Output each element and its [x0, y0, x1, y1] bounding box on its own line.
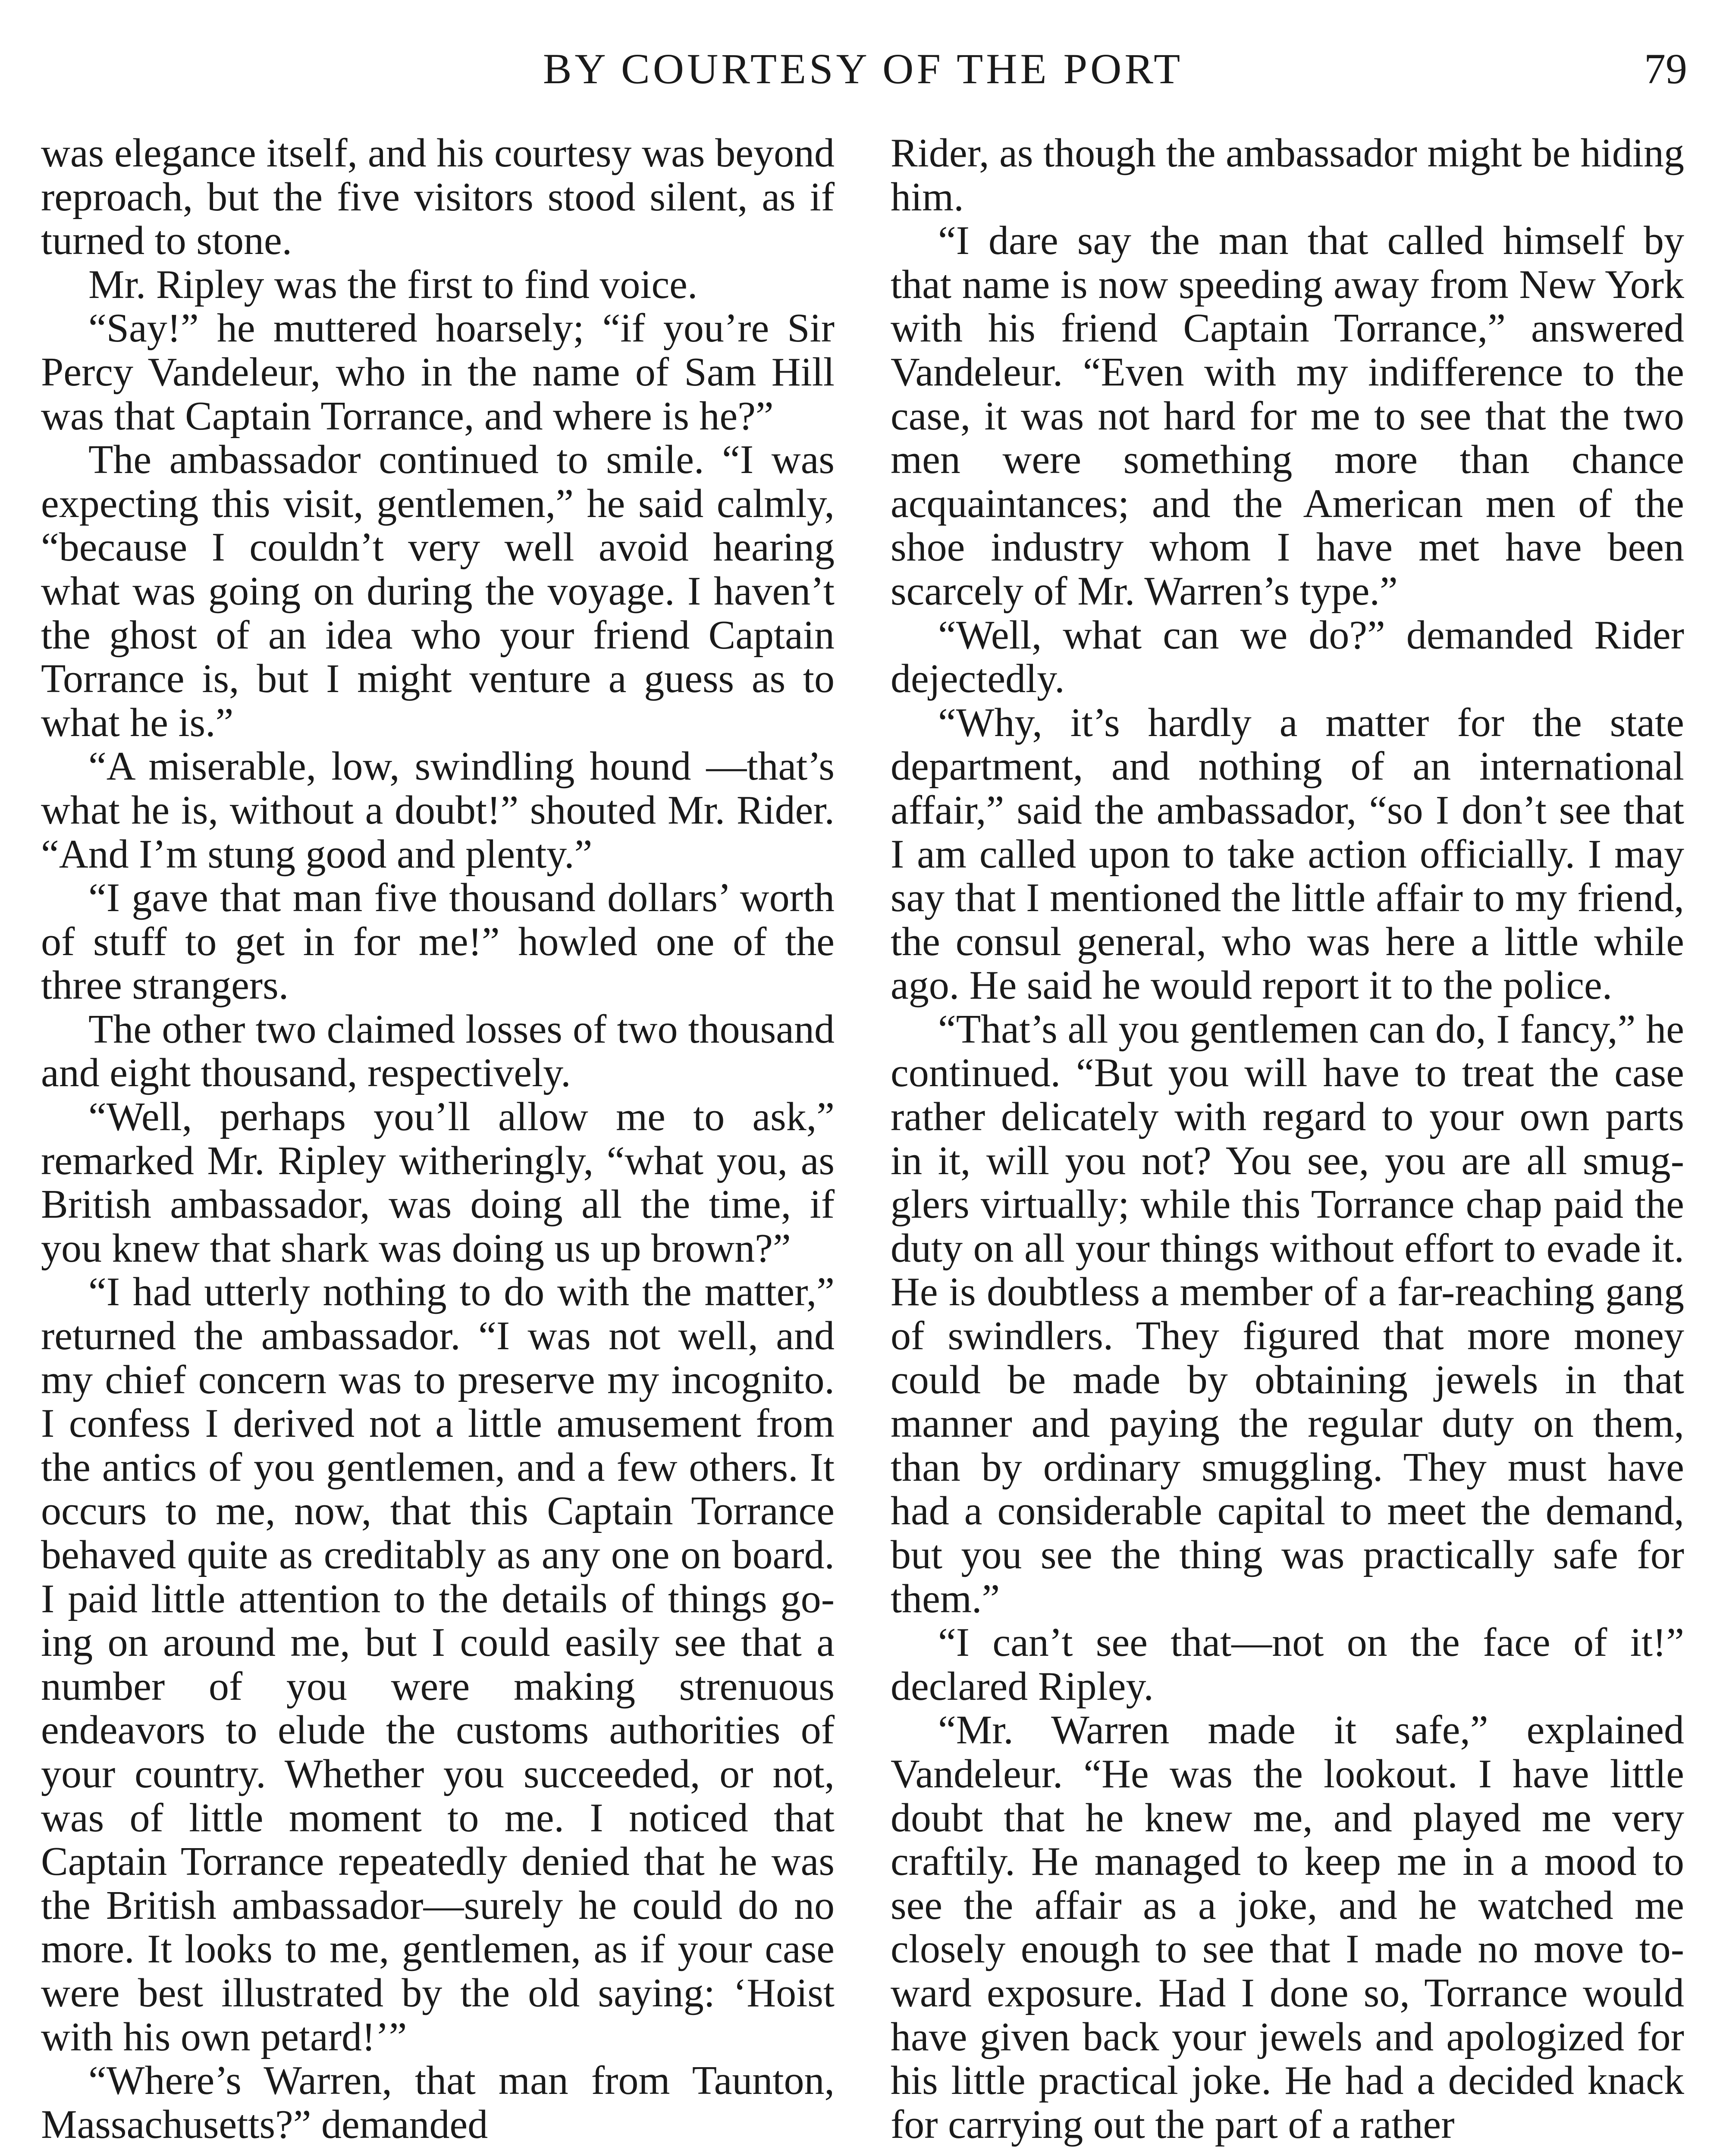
paragraph: “Say!” he muttered hoarsely; “if you’re Sir Percy Vandeleur, who in the name of Sam Hill was that Captain Torrance, and where is he?” [41, 306, 835, 439]
page-number: 79 [1644, 45, 1687, 93]
paragraph: was elegance itself, and his courtesy was beyond reproach, but the five visitors stood silent, as if turned to stone. [41, 131, 835, 263]
paragraph: The other two claimed losses of two thousand and eight thousand, respectively. [41, 1006, 835, 1096]
paragraph: “Mr. Warren made it safe,” explained Vandeleur. “He was the lookout. I have little doubt that he knew me, and played me very craftily. He managed to keep me in a mood to see the affair as a joke, and he watched me closely enough to see that I made no move toward exposure. Had I done so, Torrance would have given back your jewels and apologized for his little practical joke. He had a decided knack for carrying out the part of a rather [891, 1708, 1684, 2147]
paragraph: The ambassador continued to smile. “I was expecting this visit, gentlemen,” he said calmly, “because I couldn’t very well avoid hearing what was going on during the voyage. I haven’t the ghost of an idea who your friend Captain Torrance is, but I might venture a guess as to what he is.” [41, 437, 835, 745]
paragraph: “I dare say the man that called himself by that name is now speeding away from New York with his friend Captain Torrance,” answered Vandeleur. “Even with my indifference to the case, it was not hard for me to see that the two men were something more than chance acquaintances; and the American men of the shoe industry whom I have met have been scarcely of Mr. Warren’s type.” [891, 218, 1684, 614]
paragraph: “Well, what can we do?” demanded Rider dejectedly. [891, 612, 1684, 702]
paragraph: “I had utterly nothing to do with the matter,” returned the ambassador. “I was not well, and my chief concern was to preserve my incognito. I confess I derived not a little amusement from the antics of you gentlemen, and a few others. It occurs to me, now, that this Captain Torrance behaved quite as creditably as any one on board. I paid little attention to the details of things going on around me, but I could easily see that a number of you were making strenuous endeavors to elude the customs authorities of your country. Whether you succeeded, or not, was of little moment to me. I noticed that Captain Torrance repeatedly denied that he was the British ambassador—surely he could do no more. It looks to me, gentlemen, as if your case were best illustrated by the old saying: ‘Hoist with his own petard!’” [41, 1269, 835, 2059]
paragraph: “Well, perhaps you’ll allow me to ask,” remarked Mr. Ripley witheringly, “what you, as British ambassador, was doing all the time, if you knew that shark was doing us up brown?” [41, 1094, 835, 1271]
paragraph: “I can’t see that—not on the face of it!” declared Ripley. [891, 1620, 1684, 1709]
paragraph: “A miserable, low, swindling hound —that’s what he is, without a doubt!” shouted Mr. Rider. “And I’m stung good and plenty.” [41, 744, 835, 877]
paragraph: “I gave that man five thousand dollars’ worth of stuff to get in for me!” howled one of the three strangers. [41, 875, 835, 1008]
running-title: BY COURTESY OF THE PORT [543, 45, 1183, 93]
paragraph: “That’s all you gentlemen can do, I fancy,” he continued. “But you will have to treat the case rather delicately with regard to your own parts in it, will you not? You see, you are all smugglers virtually; while this Torrance chap paid the duty on all your things without effort to evade it. He is doubtless a member of a far-reaching gang of swindlers. They figured that more money could be made by obtaining jewels in that manner and paying the regular duty on them, than by ordinary smuggling. They must have had a considerable capital to meet the demand, but you see the thing was practically safe for them.” [891, 1006, 1684, 1621]
paragraph: Mr. Ripley was the first to find voice. [88, 262, 698, 307]
paragraph: “Why, it’s hardly a matter for the state department, and nothing of an international affair,” said the ambassador, “so I don’t see that I am called upon to take action officially. I may say that I mentioned the little affair to my friend, the consul general, who was here a little while ago. He said he would report it to the police. [891, 700, 1684, 1008]
left-column [41, 132, 835, 2156]
right-column [891, 132, 1684, 2156]
running-header [0, 38, 1726, 103]
paragraph: “Where’s Warren, that man from Taunton, Massachusetts?” demanded [41, 2058, 835, 2147]
paragraph: Rider, as though the ambassador might be hiding him. [891, 131, 1684, 219]
